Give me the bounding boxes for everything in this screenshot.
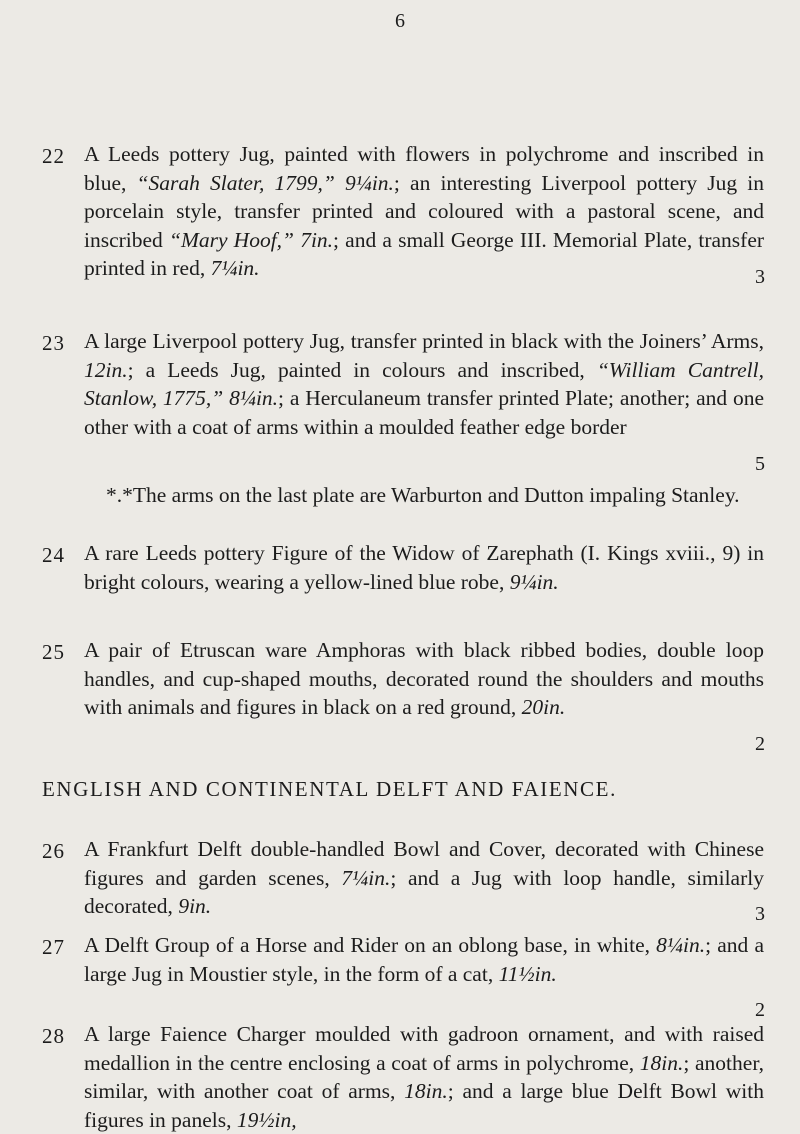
- lot-number: 24: [42, 543, 65, 567]
- lot-text-run: A Leeds pottery Jug, painted with flowers in polychrome and inscribed in blue,: [84, 142, 764, 195]
- lot-quantity: 2: [755, 733, 765, 755]
- lot-italic-text: “William Cantrell, Stanlow, 1775,”: [84, 357, 764, 411]
- lot-italic-text: 7¼in.: [341, 865, 391, 890]
- lot-text-run: ; a Herculaneum transfer printed Plate; another; and one other with a coat of arms within a moulded feather edge border: [84, 386, 764, 439]
- lot-text-run: A Delft Group of a Horse and Rider on an oblong base, in white,: [84, 933, 657, 957]
- lot-text-run: [335, 171, 345, 195]
- lot-quantity: 3: [755, 903, 765, 925]
- lot-italic-text: 18in.: [639, 1050, 684, 1075]
- lot-description: [84, 1020, 764, 1134]
- lot-number: 22: [42, 144, 65, 168]
- lot-text-run: ; another, similar, with another coat of arms,: [84, 1050, 764, 1104]
- lot-description: [84, 835, 764, 921]
- lot-quantity: 2: [755, 999, 765, 1021]
- lot-number: 28: [42, 1024, 65, 1048]
- lot-italic-text: “Sarah Slater, 1799,”: [136, 170, 335, 195]
- lot-italic-text: 9¼in.: [344, 170, 394, 195]
- lot-text-run: A large Faience Charger moulded with gadroon ornament, and with raised medallion in the centre enclosing a coat of arms in polychrome,: [84, 1022, 764, 1075]
- lot-text-run: A large Liverpool pottery Jug, transfer printed in black with the Joiners’ Arms,: [84, 329, 764, 353]
- lot-text-run: ; an interesting Liverpool pottery Jug in porcelain style, transfer printed and coloured with a pastoral scene, and inscribed: [84, 170, 764, 252]
- lot-number: 23: [42, 331, 65, 355]
- lot-text-run: ; a Leeds Jug, painted in colours and inscribed,: [127, 357, 597, 382]
- lot-italic-text: 11½in.: [498, 961, 557, 986]
- lot-italic-text: 7in.: [300, 227, 334, 252]
- lot-italic-text: 20in.: [521, 695, 566, 720]
- lot-number: 27: [42, 935, 65, 959]
- lot-description: [84, 636, 764, 722]
- lot-note: [84, 481, 764, 510]
- page-number: 6: [395, 10, 405, 32]
- lot-italic-text: “Mary Hoof,”: [168, 227, 295, 252]
- lot-text-run: ; and a large Jug in Moustier style, in the form of a cat,: [84, 933, 764, 986]
- section-heading: ENGLISH AND CONTINENTAL DELFT AND FAIENCE.: [42, 777, 617, 801]
- lot-text-run: ; and a small George III. Memorial Plate, transfer printed in red,: [84, 227, 765, 281]
- lot-number: 25: [42, 640, 65, 664]
- lot-italic-text: 9¼in.: [509, 569, 559, 594]
- lot-italic-text: 8¼in.: [229, 386, 279, 411]
- lot-italic-text: 7¼in.: [210, 256, 260, 281]
- lot-italic-text: 18in.: [404, 1079, 448, 1104]
- lot-text-run: A rare Leeds pottery Figure of the Widow of Zarephath (I. Kings xviii., 9) in bright colours, wearing a yellow-lined blue robe,: [84, 541, 764, 594]
- lot-description: [84, 327, 764, 441]
- lot-quantity: 5: [755, 453, 765, 475]
- lot-description: [84, 140, 764, 283]
- lot-description: [84, 539, 764, 596]
- lot-text-run: ; and a large blue Delft Bowl with figures in panels,: [84, 1079, 764, 1132]
- lot-note-text: *.*The arms on the last plate are Warburton and Dutton impaling Stanley.: [106, 483, 740, 507]
- lot-text-run: A pair of Etruscan ware Amphoras with black ribbed bodies, double loop handles, and cup-shaped mouths, decorated round the shoulders and mouths with animals and figures in black on a red ground,: [84, 638, 764, 720]
- lot-number: 26: [42, 839, 65, 863]
- lot-quantity: 3: [755, 266, 765, 288]
- lot-description: [84, 931, 764, 988]
- lot-italic-text: 19½in,: [236, 1107, 297, 1132]
- lot-italic-text: 12in.: [84, 357, 128, 382]
- lot-italic-text: 8¼in.: [656, 933, 706, 957]
- lot-text-run: ; and a Jug with loop handle, similarly decorated,: [84, 865, 764, 919]
- lot-text-run: A Frankfurt Delft double-handled Bowl and Cover, decorated with Chinese figures and garden scenes,: [84, 837, 764, 890]
- lot-italic-text: 9in.: [178, 894, 212, 919]
